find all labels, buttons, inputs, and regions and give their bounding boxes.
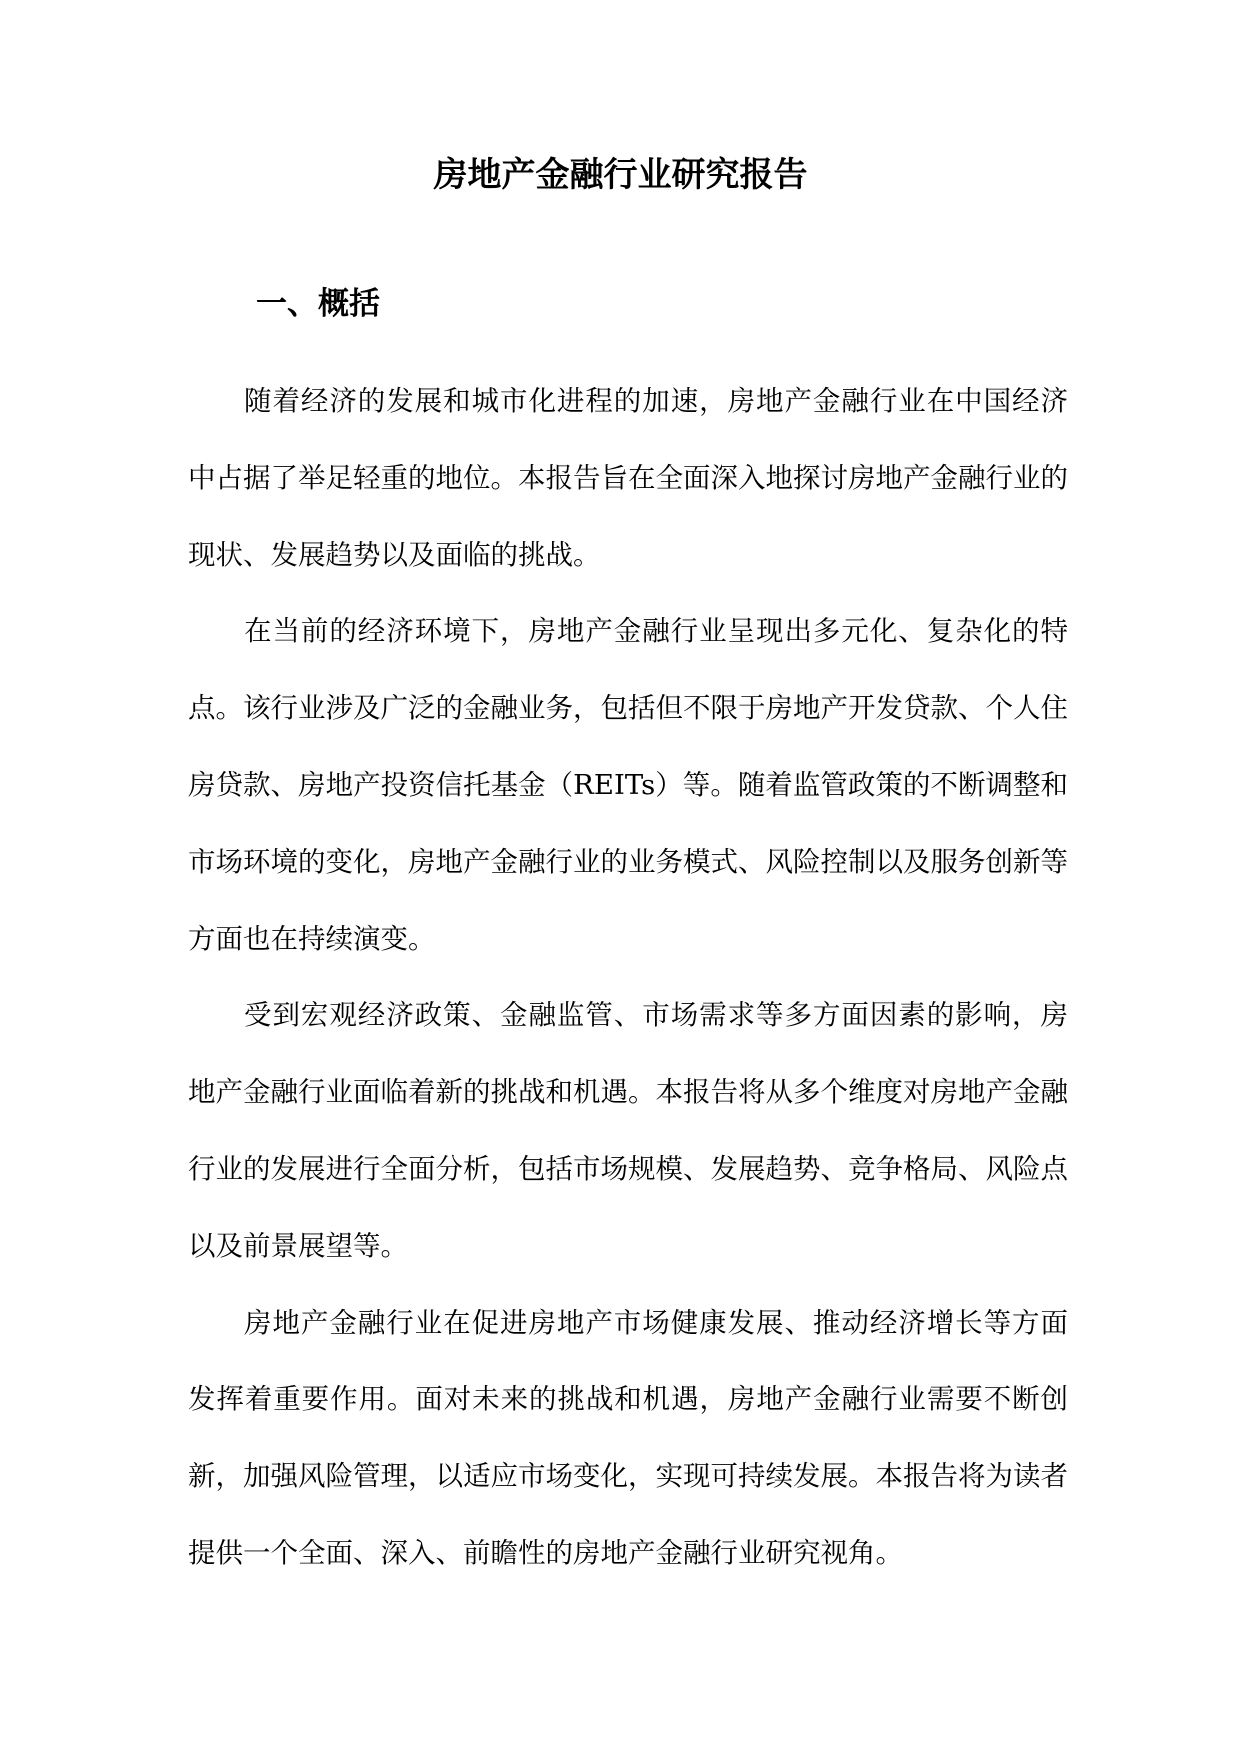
section-heading: 一、概括 [256, 286, 380, 322]
paragraph-4: 房地产金融行业在促进房地产市场健康发展、推动经济增长等方面发挥着重要作用。面对未来的挑战和机遇，房地产金融行业需要不断创新，加强风险管理，以适应市场变化，实现可持续发展。本报告将为读者提供一个全面、深入、前瞻性的房地产金融行业研究视角。 [188, 1306, 1068, 1569]
paragraph-2: 在当前的经济环境下，房地产金融行业呈现出多元化、复杂化的特点。该行业涉及广泛的金融业务，包括但不限于房地产开发贷款、个人住房贷款、房地产投资信托基金（REITs）等。随着监管政策的不断调整和市场环境的变化，房地产金融行业的业务模式、风险控制以及服务创新等方面也在持续演变。 [188, 615, 1068, 955]
paragraph-3: 受到宏观经济政策、金融监管、市场需求等多方面因素的影响，房地产金融行业面临着新的挑战和机遇。本报告将从多个维度对房地产金融行业的发展进行全面分析，包括市场规模、发展趋势、竞争格局、风险点以及前景展望等。 [188, 999, 1068, 1262]
section-body [188, 363, 1068, 1592]
paragraph-1: 随着经济的发展和城市化进程的加速，房地产金融行业在中国经济中占据了举足轻重的地位。本报告旨在全面深入地探讨房地产金融行业的现状、发展趋势以及面临的挑战。 [188, 385, 1068, 571]
document-title: 房地产金融行业研究报告 [433, 155, 808, 195]
